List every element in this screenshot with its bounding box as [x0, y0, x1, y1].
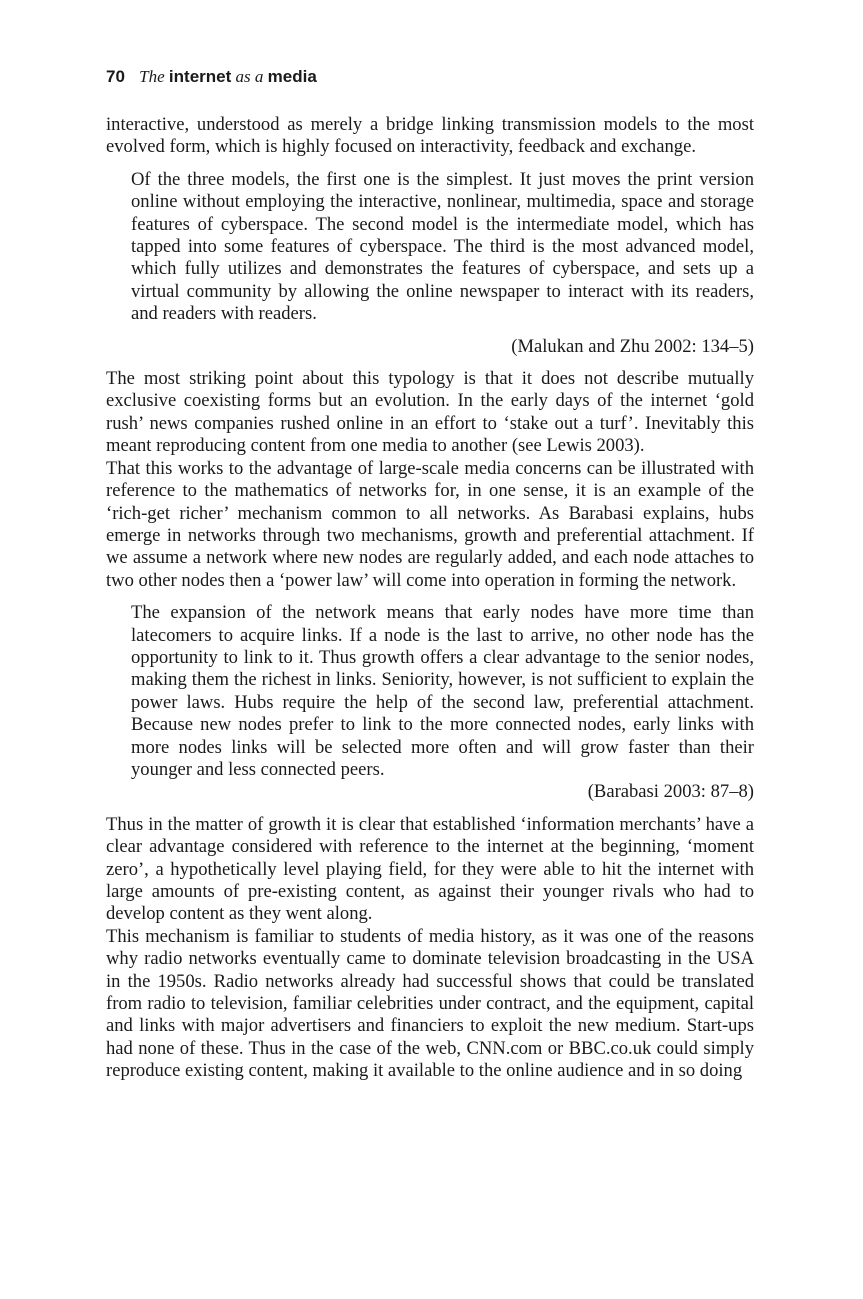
block-quote-malukan: [131, 169, 754, 326]
block-quote-text: Of the three models, the first one is the simplest. It just moves the print version online without employing the interactive, nonlinear, multimedia, space and storage features of cyberspace. The second model is the intermediate model, which has tapped into some features of cyberspace. The third is the most advanced model, which fully utilizes and demonstrates the features of cyberspace, and sets up a virtual community by allowing the online newspaper to interact with its readers, and readers with readers.: [131, 168, 754, 325]
citation-malukan: (Malukan and Zhu 2002: 134–5): [511, 335, 754, 357]
paragraph-growth: Thus in the matter of growth it is clear that established ‘information merchants’ have a clear advantage considered with reference to the internet at the beginning, ‘moment zero’, a hypothetically level playing field, for they were able to hit the internet with large amounts of pre-existing content, as against their younger rivals who had to develop content as they went along.: [106, 813, 754, 925]
paragraph-media-history: This mechanism is familiar to students of media history, as it was one of the reasons why radio networks eventually came to dominate television broadcasting in the USA in the 1950s. Radio networks already had successful shows that could be translated from radio to television, familiar celebrities under contract, and the equipment, capital and links with major advertisers and financiers to exploit the new medium. Start-ups had none of these. Thus in the case of the web, CNN.com or BBC.co.uk could simply reproduce existing content, making it available to the online audience and in so doing: [106, 925, 754, 1082]
running-head-as-a: as a: [235, 67, 264, 86]
block-quote-text: The expansion of the network means that early nodes have more time than latecomers to acquire links. If a node is the last to arrive, no other node has the opportunity to link to it. Thus growth offers a clear advantage to the senior nodes, making them the richest in links. Seniority, however, is not sufficient to explain the power laws. Hubs require the help of the second law, preferential attachment. Because new nodes prefer to link to the more connected nodes, early links with more nodes links will be selected more often and will grow faster than their younger and less connected peers.: [131, 602, 754, 780]
block-quote-barabasi: [131, 602, 754, 804]
paragraph-networks: That this works to the advantage of large-scale media concerns can be illustrated with reference to the mathematics of networks for, in one sense, it is an example of the ‘rich-get richer’ mechanism common to all networks. As Barabasi explains, hubs emerge in networks through two mechanisms, growth and preferential attachment. If we assume a network where new nodes are regularly added, and each node attaches to two other nodes then a ‘power law’ will come into operation in forming the network.: [106, 457, 754, 591]
page-number: 70: [106, 67, 125, 86]
running-head-internet: internet: [168, 67, 232, 86]
running-head-the: The: [139, 67, 165, 86]
paragraph-typology: The most striking point about this typology is that it does not describe mutually exclusive coexisting forms but an evolution. In the early days of the internet ‘gold rush’ news companies rushed online in an effort to ‘stake out a turf’. Inevitably this meant reproducing content from one media to another (see Lewis 2003).: [106, 368, 754, 457]
paragraph-continuation: interactive, understood as merely a bridge linking transmission models to the most evolved form, which is highly focused on interactivity, feedback and exchange.: [106, 114, 754, 158]
book-page: [106, 62, 754, 1083]
citation-barabasi: (Barabasi 2003: 87–8): [587, 781, 754, 803]
running-head-media: media: [267, 67, 317, 86]
running-head: [106, 62, 754, 92]
